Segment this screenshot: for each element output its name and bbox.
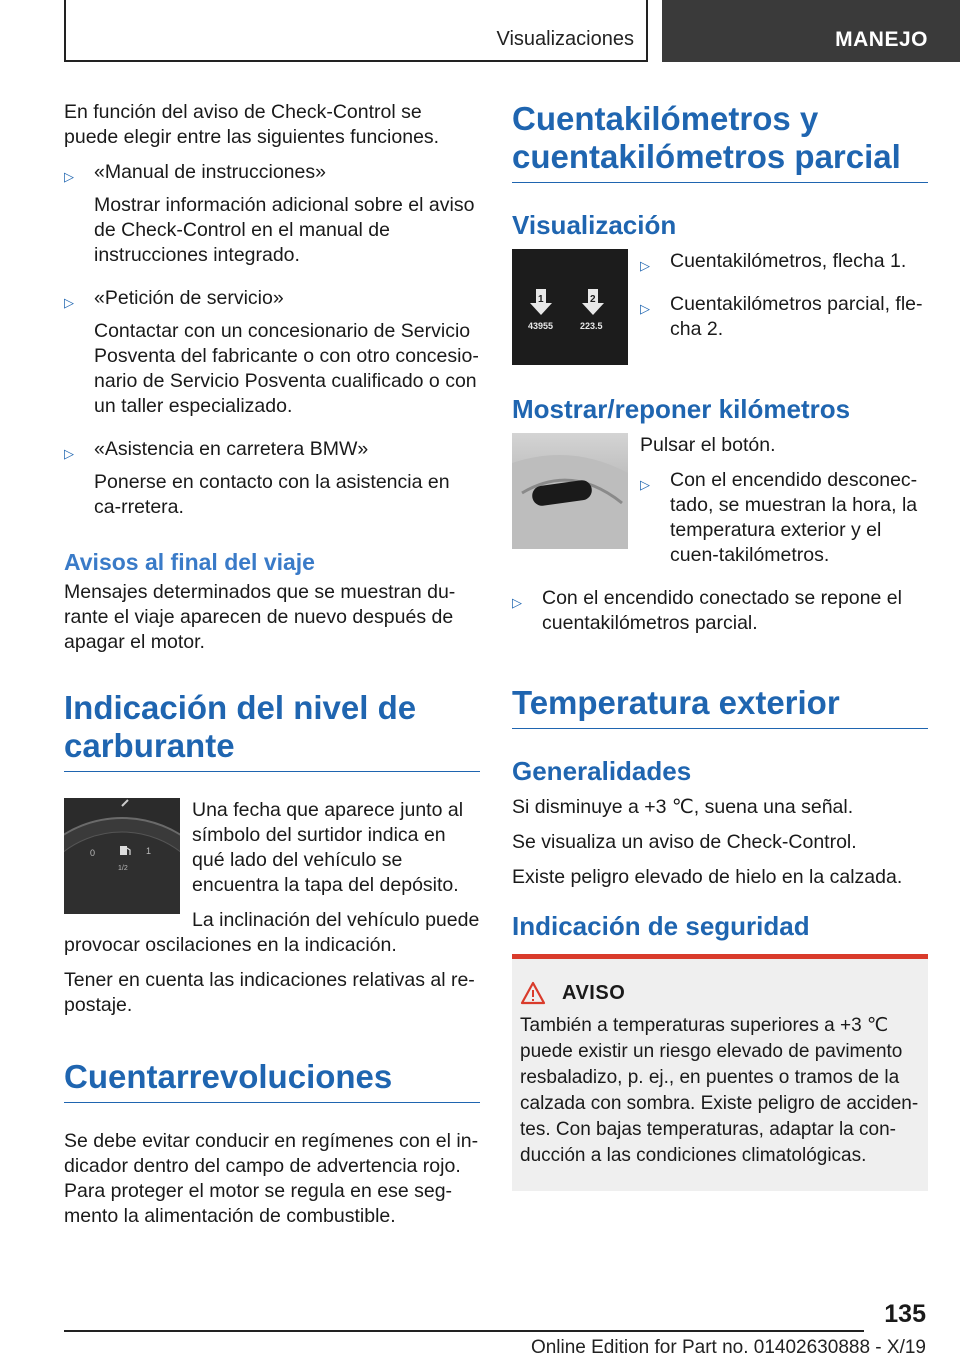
fuel-pump-icon: [120, 846, 127, 855]
temperature-heading: Temperatura exterior: [512, 684, 928, 729]
option-desc: Mostrar información adicional sobre el aviso de Check-Control en el manual de instrucciones integrado.: [94, 194, 475, 266]
odometer-heading: Cuentakilómetros y cuentakilómetros parcial: [512, 100, 928, 183]
triangle-bullet-icon: ▷: [64, 169, 74, 184]
triangle-bullet-icon: ▷: [512, 595, 522, 610]
rpm-paragraph: Se debe evitar conducir en regímenes con el in-dicador dentro del campo de advertencia rojo. Para proteger el motor se regula en ese seg-mento la alimentación de combustible.: [64, 1130, 479, 1227]
general-paragraph-2: Se visualiza un aviso de Check-Control.: [512, 831, 857, 853]
header-bar: [64, 0, 648, 62]
reset-item-text: Con el encendido conectado se repone el cuentakilómetros parcial.: [542, 587, 902, 634]
left-column: [64, 100, 480, 1239]
warning-box: [512, 954, 928, 1191]
display-item-text: Cuentakilómetros, flecha 1.: [670, 250, 907, 272]
reset-item-text: Con el encendido desconec-tado, se muestran la hora, la temperatura exterior y el cuen-takilómetros.: [670, 469, 918, 566]
list-item: [640, 249, 928, 282]
warning-title: AVISO: [562, 981, 626, 1004]
list-item: [640, 468, 928, 576]
triangle-bullet-icon: ▷: [640, 301, 650, 316]
trip-end-heading: Avisos al final del viaje: [64, 549, 315, 575]
triangle-bullet-icon: ▷: [640, 477, 650, 492]
option-title: «Petición de servicio»: [94, 287, 284, 309]
general-heading: Generalidades: [512, 756, 692, 786]
option-desc: Contactar con un concesionario de Servicio Posventa del fabricante o con otro concesio-nario de Servicio Posventa cualificado o con un taller especializado.: [94, 320, 479, 417]
arrow-1-label: 1: [538, 294, 544, 305]
list-item: [64, 160, 480, 276]
reset-button-image: [512, 433, 628, 549]
reset-heading: Mostrar/reponer kilómetros: [512, 394, 851, 424]
triangle-bullet-icon: ▷: [640, 258, 650, 273]
warning-triangle-icon: [520, 981, 546, 1005]
list-item: [512, 586, 928, 644]
footer-edition: Online Edition for Part no. 01402630888 - X/19: [530, 1337, 926, 1358]
option-desc: Ponerse en contacto con la asistencia en ca-rretera.: [94, 471, 450, 518]
odometer-image: [512, 249, 628, 365]
right-column: [512, 100, 928, 1191]
gauge-half-label: 1/2: [118, 865, 128, 872]
display-heading: Visualización: [512, 210, 677, 240]
general-paragraph-1: Si disminuye a +3 ℃, suena una señal.: [512, 796, 854, 818]
trip-value: 223.5: [580, 321, 603, 331]
list-item: [640, 292, 928, 350]
gauge-one-label: 1: [146, 846, 152, 856]
general-paragraph-3: Existe peligro elevado de hielo en la calzada.: [512, 866, 903, 888]
list-item: [64, 286, 480, 427]
rpm-heading: Cuentarrevoluciones: [64, 1058, 480, 1103]
option-title: «Asistencia en carretera BMW»: [94, 438, 369, 460]
triangle-bullet-icon: ▷: [64, 446, 74, 461]
intro-paragraph: En función del aviso de Check-Control se puede elegir entre las siguientes funciones.: [64, 101, 440, 148]
safety-heading: Indicación de seguridad: [512, 911, 810, 941]
trip-end-paragraph: Mensajes determinados que se muestran du-rante el viaje aparecen de nuevo después de apagar el motor.: [64, 581, 456, 653]
fuel-gauge-image: [64, 798, 180, 914]
gauge-zero-label: 0: [90, 848, 96, 858]
fuel-heading: Indicación del nivel de carburante: [64, 689, 480, 772]
chapter-tab-label: MANEJO: [835, 28, 928, 51]
header-section-title: Visualizaciones: [496, 28, 634, 50]
fuel-paragraph-1: Una fecha que aparece junto al símbolo del surtidor indica en qué lado del vehículo se encuentra la tapa del depósito.: [192, 799, 464, 896]
list-item: [64, 437, 480, 528]
option-title: «Manual de instrucciones»: [94, 161, 326, 183]
reset-paragraph: Pulsar el botón.: [640, 434, 776, 456]
fuel-paragraph-2: La inclinación del vehículo puede provocar oscilaciones en la indicación.: [64, 909, 480, 956]
arrow-2-label: 2: [590, 294, 596, 305]
display-item-text: Cuentakilómetros parcial, fle-cha 2.: [670, 293, 923, 340]
chapter-tab[interactable]: [662, 0, 960, 62]
page-number: 135: [884, 1300, 926, 1328]
footer-divider: [64, 1330, 864, 1332]
fuel-paragraph-3: Tener en cuenta las indicaciones relativas al re-postaje.: [64, 969, 475, 1016]
triangle-bullet-icon: ▷: [64, 295, 74, 310]
warning-text: También a temperaturas superiores a +3 ℃ puede existir un riesgo elevado de pavimento resbaladizo, p. ej., en puentes o tramos de la calzada con sombra. Existe peligro de acciden-tes. Con bajas temperaturas, adaptar la con-ducción a las condiciones climatológicas.: [520, 1015, 919, 1166]
odometer-value: 43955: [528, 321, 554, 331]
